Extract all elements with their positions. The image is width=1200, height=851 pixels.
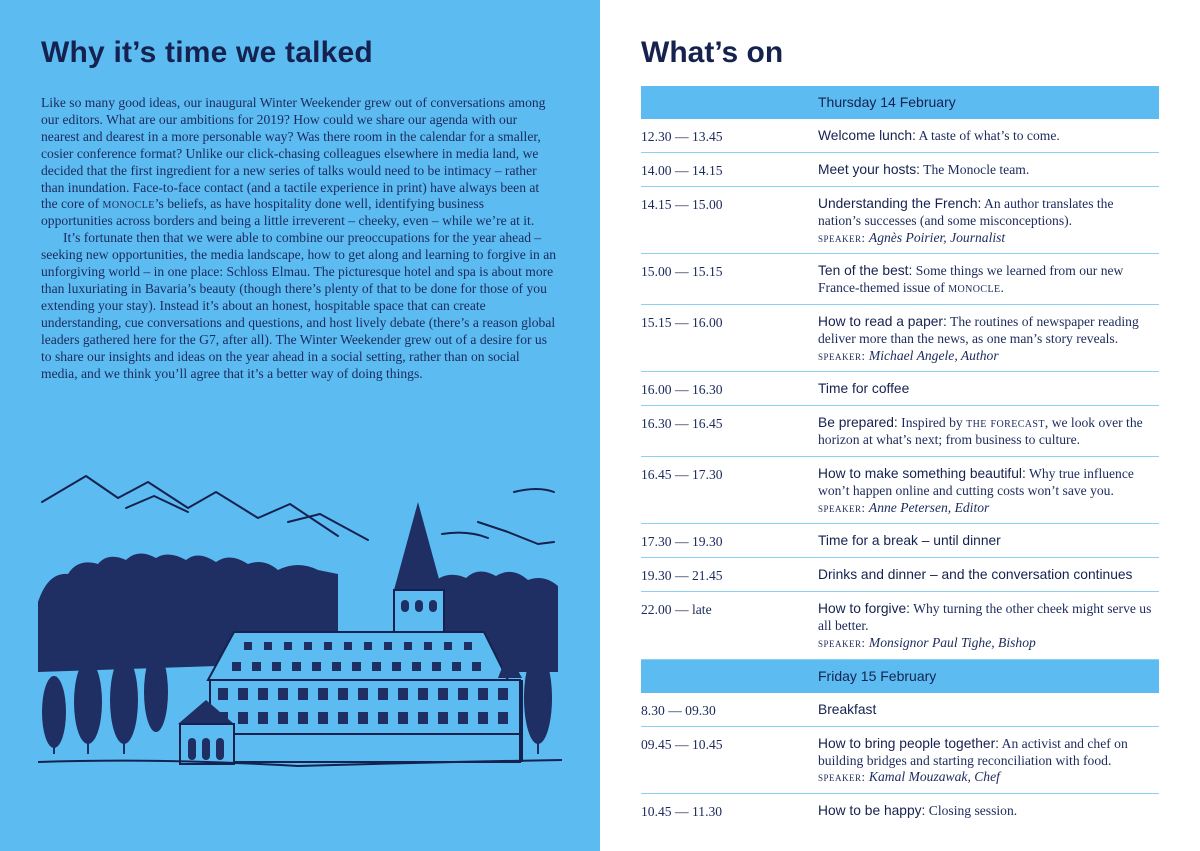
session-description — [818, 533, 1159, 550]
schedule-row — [641, 693, 1159, 727]
session-text: Closing session. — [925, 803, 1018, 819]
session-time: 22.00 — late — [641, 602, 712, 618]
speaker-label: speaker: — [818, 770, 866, 785]
brand-name: monocle — [102, 196, 155, 212]
session-title: Breakfast — [818, 701, 877, 717]
session-title: How to be happy: — [818, 803, 926, 819]
session-description — [818, 162, 1159, 179]
session-time: 10.45 — 11.30 — [641, 804, 723, 820]
session-text: An author translates the nation’s successes (and some misconceptions). — [818, 196, 1114, 228]
session-time: 14.15 — 15.00 — [641, 197, 723, 212]
speaker-name: Monsignor Paul Tighe, Bishop — [868, 634, 1036, 650]
schedule-row — [641, 119, 1159, 153]
day-heading: Thursday 14 February — [641, 86, 1159, 119]
essay-body — [41, 95, 557, 382]
session-time: 16.30 — 16.45 — [641, 416, 723, 432]
schedule-row — [641, 558, 1159, 592]
speaker-name: Michael Angele, Author — [868, 347, 999, 363]
speaker-name: Kamal Mouzawak, Chef — [868, 769, 1000, 785]
session-description — [818, 466, 1159, 516]
session-description — [818, 567, 1159, 584]
speaker-name: Anne Petersen, Editor — [868, 499, 990, 515]
session-description — [818, 803, 1159, 820]
essay-paragraph-1: Like so many good ideas, our inaugural Winter Weekender grew out of conversations among our editors. What are our ambitions for 2019? How could we share our agenda with our nearest and dearest in a more personable way? Was there room in the calendar for a smaller, cosier conference format? Unlike our click-chasing colleagues elsewhere in media land, we decided that the first ingredient for a new series of talks would need to be intimacy – rather than inundation. Face-to-face contact (and a tactile experience in print) have always been at the core of monocle’s beliefs, as have hospitality done well, identifying business opportunities across borders and being a little irreverent – cheeky, even – while we’re at it. — [41, 95, 546, 229]
session-description — [818, 415, 1159, 449]
session-title: Understanding the French: — [818, 196, 982, 211]
session-title: Ten of the best: — [818, 263, 913, 279]
session-time: 09.45 — 10.45 — [641, 736, 723, 752]
session-description — [818, 601, 1159, 651]
session-title: Welcome lunch: — [818, 128, 916, 143]
speaker-name: Agnès Poirier, Journalist — [868, 229, 1006, 245]
session-time: 16.00 — 16.30 — [641, 382, 723, 398]
publication-name: the forecast — [966, 415, 1045, 431]
speaker-label: speaker: — [818, 348, 866, 363]
publication-name: monocle — [948, 280, 1001, 296]
session-text-continued: . — [1000, 280, 1004, 296]
schedule-row — [641, 524, 1159, 558]
session-title: How to forgive: — [818, 601, 911, 617]
speaker-line — [818, 348, 1159, 365]
speaker-line — [818, 230, 1159, 247]
castle-mountains-illustration — [38, 462, 562, 782]
schedule-row — [641, 457, 1159, 524]
session-title: How to make something beautiful: — [818, 465, 1026, 481]
schedule-row — [641, 406, 1159, 457]
session-time: 14.00 — 14.15 — [641, 163, 723, 178]
session-text: Inspired by — [897, 415, 967, 431]
session-description — [818, 314, 1159, 364]
session-description — [818, 702, 1159, 719]
session-description — [818, 263, 1159, 297]
session-description — [818, 736, 1159, 786]
session-description — [818, 196, 1159, 246]
session-time: 15.15 — 16.00 — [641, 314, 723, 330]
speaker-line — [818, 769, 1159, 786]
session-text: Why true influence won’t happen online and cutting costs won’t save you. — [818, 465, 1134, 498]
session-time: 8.30 — 09.30 — [641, 702, 716, 718]
session-title: Drinks and dinner – and the conversation continues — [818, 567, 1133, 583]
session-time: 12.30 — 13.45 — [641, 129, 723, 144]
schedule-title: What’s on — [641, 36, 784, 69]
session-time: 16.45 — 17.30 — [641, 466, 723, 482]
essay-paragraph-2: It’s fortunate then that we were able to combine our preoccupations for the year ahead – seeking new opportunities, the media landscape, how to get along and learning to forgive in an unforgiving world – in one place: Schloss Elmau. The picturesque hotel and spa is about more than luxuriating in Bavaria’s beauty (though there’s plenty of that to be done for those of you extending your stay). Instead it’s about an honest, hospitable space that can create understanding, cue conversations and questions, and host lively debate (there’s a reason global leaders gathered here for the G7, after all). The Winter Weekender grew out of a desire for us to share our insights and ideas on the year ahead in a social setting, rather than on social media, and we think you’ll agree that it’s a better way of doing things. — [41, 230, 557, 381]
session-text: The routines of newspaper reading deliver more than the news, as one man’s story reveals. — [818, 313, 1139, 346]
schedule-row — [641, 372, 1159, 406]
session-text: Some things we learned from our new France-themed issue of — [818, 263, 1124, 296]
session-time: 19.30 — 21.45 — [641, 568, 723, 584]
schedule — [641, 86, 1159, 827]
schedule-row — [641, 153, 1159, 187]
session-description — [818, 128, 1159, 145]
right-page — [600, 0, 1200, 851]
essay-title: Why it’s time we talked — [41, 36, 373, 69]
schedule-row — [641, 592, 1159, 659]
schedule-row — [641, 305, 1159, 372]
session-title: Time for coffee — [818, 381, 910, 397]
session-title: Be prepared: — [818, 415, 898, 431]
session-time: 15.00 — 15.15 — [641, 264, 723, 280]
session-title: Time for a break – until dinner — [818, 533, 1001, 549]
session-text: Why turning the other cheek might serve us all better. — [818, 601, 1152, 634]
session-title: How to read a paper: — [818, 313, 947, 329]
day-heading: Friday 15 February — [641, 660, 1159, 693]
schedule-row — [641, 794, 1159, 827]
schedule-row — [641, 254, 1159, 305]
session-text: A taste of what’s to come. — [915, 128, 1060, 143]
session-text-continued: , we look over the horizon at what’s next; from business to culture. — [818, 415, 1143, 448]
schedule-row — [641, 187, 1159, 254]
session-description — [818, 381, 1159, 398]
speaker-line — [818, 635, 1159, 652]
session-time: 17.30 — 19.30 — [641, 534, 723, 550]
session-title: Meet your hosts: — [818, 162, 920, 177]
speaker-label: speaker: — [818, 635, 866, 650]
schedule-row — [641, 727, 1159, 794]
speaker-line — [818, 500, 1159, 517]
session-text: An activist and chef on building bridges and starting reconciliation with food. — [818, 735, 1128, 768]
speaker-label: speaker: — [818, 230, 866, 245]
speaker-label: speaker: — [818, 500, 866, 515]
session-title: How to bring people together: — [818, 735, 1000, 751]
session-text: The Monocle team. — [920, 162, 1030, 177]
